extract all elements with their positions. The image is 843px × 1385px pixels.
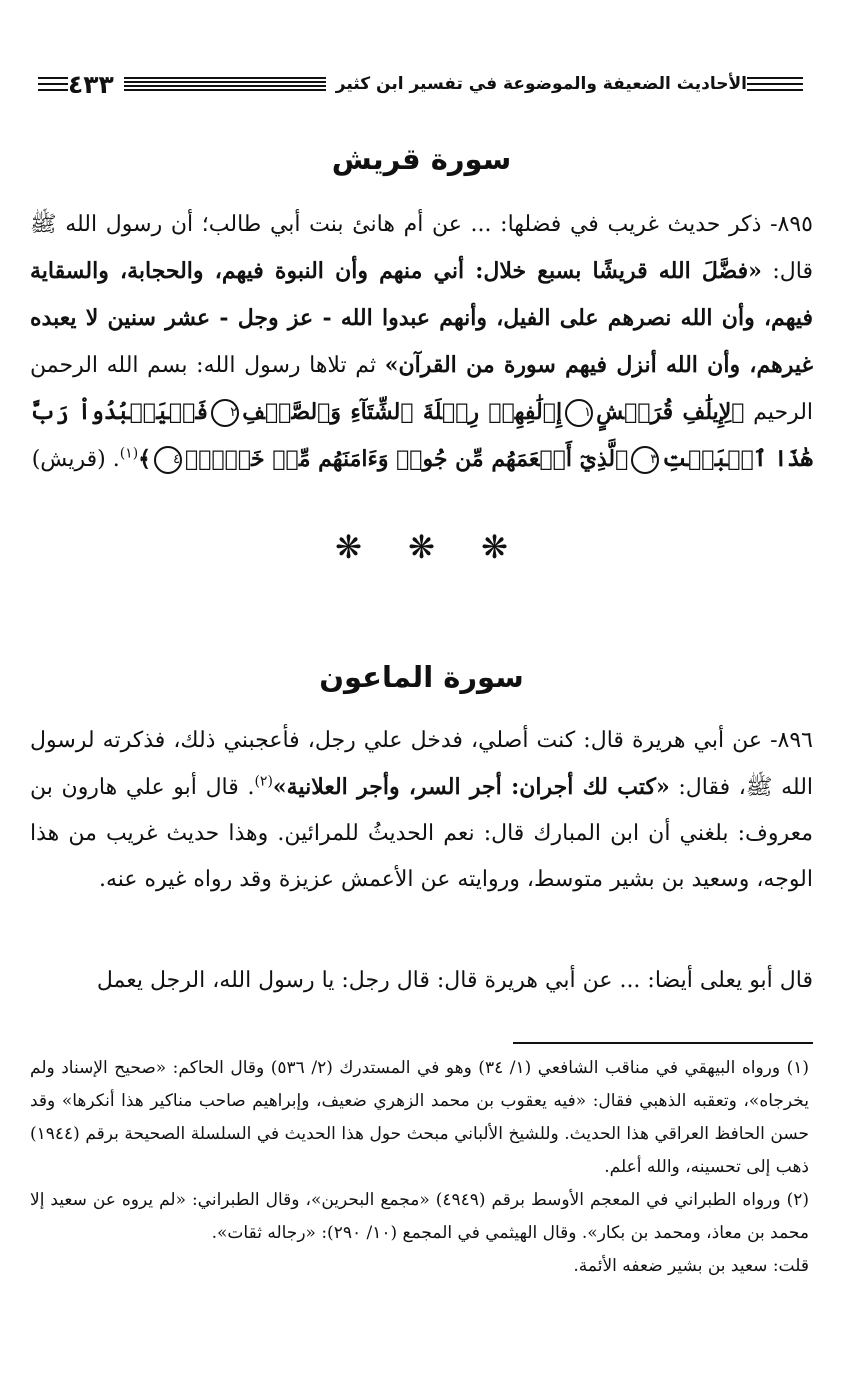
footnote-2: (٢) ورواه الطبراني في المعجم الأوسط برقم (٤٩٤٩) «مجمع البحرين»، وقال الطبراني: «لم يروه عن سعيد إلا محمد بن معاذ، ومحمد بن بكار». وقال الهيثمي في المجمع (١٠/ ٢٩٠): «رجاله ثقات». bbox=[30, 1190, 809, 1243]
page-number: ٤٣٣ bbox=[68, 69, 114, 99]
header-rule bbox=[38, 77, 68, 91]
running-header bbox=[28, 64, 811, 104]
section-separator: ❋ ❋ ❋ bbox=[335, 528, 508, 566]
footnote-divider bbox=[513, 1042, 813, 1044]
ayah-number-marker: ٤ bbox=[154, 446, 182, 474]
quran-bracket-open: ﴿ bbox=[731, 399, 745, 425]
hadith-intro: ٨٩٥- ذكر حديث غريب في فضلها: ... عن أم هانئ بنت أبي طالب؛ أن رسول الله ﷺ قال: bbox=[30, 212, 813, 284]
verse-4: ٱلَّذِيٓ أَطۡعَمَهُم مِّن جُوعٖ وَءَامَنَهُم مِّنۡ خَوۡفِۭ bbox=[185, 446, 629, 472]
ayah-number-marker: ١ bbox=[565, 399, 593, 427]
hadith-commentary: . قال أبو علي هارون بن معروف: بلغني أن ابن المبارك قال: نعم الحديثُ للمرائين. وهذا حديث غريب من هذا الوجه، وسعيد بن بشير متوسط، وروايته عن الأعمش عزيزة وقد رواه غيره عنه. bbox=[30, 775, 813, 892]
ayah-number-marker: ٢ bbox=[211, 399, 239, 427]
hadith-intro: ٨٩٦- عن أبي هريرة قال: كنت أصلي، فدخل علي رجل، فأعجبني ذلك، فذكرته لرسول الله ﷺ، فقال: bbox=[30, 728, 814, 800]
header-rule bbox=[747, 77, 803, 91]
source-surah: . (قريش) bbox=[31, 447, 120, 472]
footnotes bbox=[30, 1052, 809, 1283]
header-rule bbox=[124, 77, 326, 91]
footnote-1: (١) ورواه البيهقي في مناقب الشافعي (١/ ٣٤) وهو في المستدرك (٢/ ٥٣٦) وقال الحاكم: «صحيح الإسناد ولم يخرجاه»، وتعقبه الذهبي فقال: «فيه يعقوب بن محمد الزهري ضعيف، وإبراهيم صاحب مناكير هذا أنكرها» وقد حسن الحافظ العراقي هذا الحديث. وللشيخ الألباني مبحث حول هذا الحديث في السلسلة الصحيحة برقم (١٩٤٤) ذهب إلى تحسينه، والله أعلم. bbox=[30, 1058, 809, 1177]
footnote-ref-1[interactable]: (١) bbox=[119, 445, 139, 462]
hadith-895 bbox=[30, 202, 813, 483]
surah-title-quraysh: سورة قريش bbox=[331, 142, 512, 176]
verse-2: إِۦلَٰفِهِمۡ رِحۡلَةَ ٱلشِّتَآءِ وَٱلصَّيۡفِ bbox=[242, 399, 563, 425]
surah-title-maun: سورة الماعون bbox=[319, 660, 524, 694]
footnote-2-remark: قلت: سعيد بن بشير ضعفه الأئمة. bbox=[573, 1256, 809, 1276]
quran-bracket-close: ﴾ bbox=[138, 446, 152, 472]
verse-3: فَلۡيَعۡبُدُواْ رَبَّ هَٰذَا ٱلۡبَيۡتِ bbox=[30, 399, 813, 472]
header-title: الأحاديث الضعيفة والموضوعة في تفسير ابن كثير bbox=[335, 74, 747, 94]
hadith-896 bbox=[30, 718, 813, 903]
hadith-quote: «كتب لك أجران: أجر السر، وأجر العلانية» bbox=[272, 774, 670, 800]
verse-1: لِإِيلَٰفِ قُرَيۡشٍ bbox=[596, 399, 732, 425]
ayah-number-marker: ٣ bbox=[631, 446, 659, 474]
footnote-ref-2[interactable]: (٢) bbox=[254, 773, 273, 790]
hadith-quote: «فضَّلَ الله قريشًا بسبع خلال: أني منهم وأن النبوة فيهم، والحجابة، والسقاية فيهم، وأن الله نصرهم على الفيل، وأنهم عبدوا الله - عز وجل - عشر سنين لا يعبده غيرهم، وأن الله أنزل فيهم سورة من القرآن» bbox=[30, 258, 813, 378]
abu-yala-paragraph: قال أبو يعلى أيضا: ... عن أبي هريرة قال: قال رجل: يا رسول الله، الرجل يعمل bbox=[96, 968, 813, 993]
hadith-continuation: ثم تلاها رسول الله: بسم الله الرحمن الرحيم bbox=[30, 353, 814, 425]
